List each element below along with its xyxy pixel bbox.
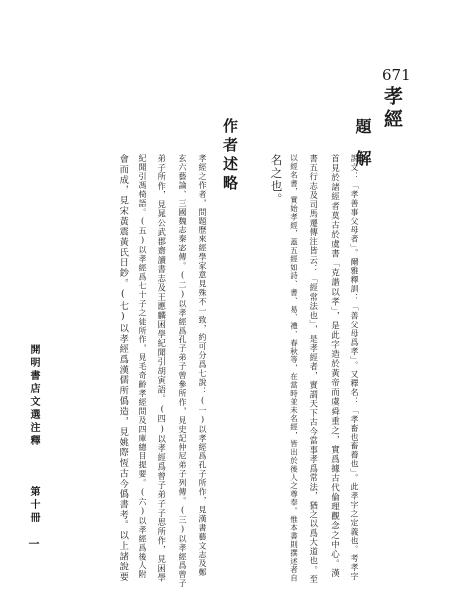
- body-column: 說文：「孝善事父母者」。爾雅釋訓：「善父母爲孝」。又釋名：「孝畜也畜養也」。此孝字之定義也。考孝字: [350, 154, 359, 582]
- body-column: 會而成，見宋黃震黃氏日鈔。(七)以孝經爲漢儒所僞造，見姚際恆古今僞書考。以上諸說要: [117, 154, 129, 583]
- page-number: 671: [382, 66, 411, 84]
- body-column: 紀聞引馮椅語。(五)以孝經爲七十子之徒所作，見毛奇齡孝經問及四庫總目提要。(六)以孝經爲後人附: [138, 154, 147, 580]
- entry-title: 孝經: [381, 86, 403, 132]
- section-title: 題解: [353, 118, 372, 182]
- publisher-footer: 開明書店文選注釋: [28, 344, 39, 448]
- body-column: 以經名書，實始孝經，蓋五經如詩、書、易、禮、春秋等，在當時並未名經，皆出於後人之尊奉。惟本書則撰述者自: [289, 154, 299, 583]
- body-column: 首見於諸經者莫古於虞書「克諧以孝」，是此字造於黃帝而虞舜重之，實爲據古代倫理觀念之中心。漢: [329, 154, 340, 579]
- body-column: 名之也。: [269, 154, 284, 206]
- body-column: 書五行志及司馬遷傳注皆云：「經常法也」，是孝經者，實謂天下古今當事孝爲常法，猶之以爲大道也。至: [309, 154, 320, 585]
- volume-footer: 第十冊: [28, 486, 39, 525]
- body-column: 弟子所作，見晁公武郡齋讀書志及王應麟困學紀聞引胡寅語。(四)以孝經爲曾子弟子子思所作，見困學: [157, 154, 168, 583]
- footer-page-mark: 一: [27, 538, 40, 552]
- author-subtitle: 作者述略: [221, 118, 239, 194]
- body-column: 孝經之作者，問題歷來經學家意見殊不一致，約可分爲七說：(一)以孝經爲孔子所作，見漢書藝文志及鄭: [198, 154, 207, 578]
- body-column: 玄六藝論、三國魏志秦宓傳。(二)以孝經爲孔子弟子曾參所作，見史記仲尼弟子列傳。(三)以孝經爲曾子: [178, 154, 187, 589]
